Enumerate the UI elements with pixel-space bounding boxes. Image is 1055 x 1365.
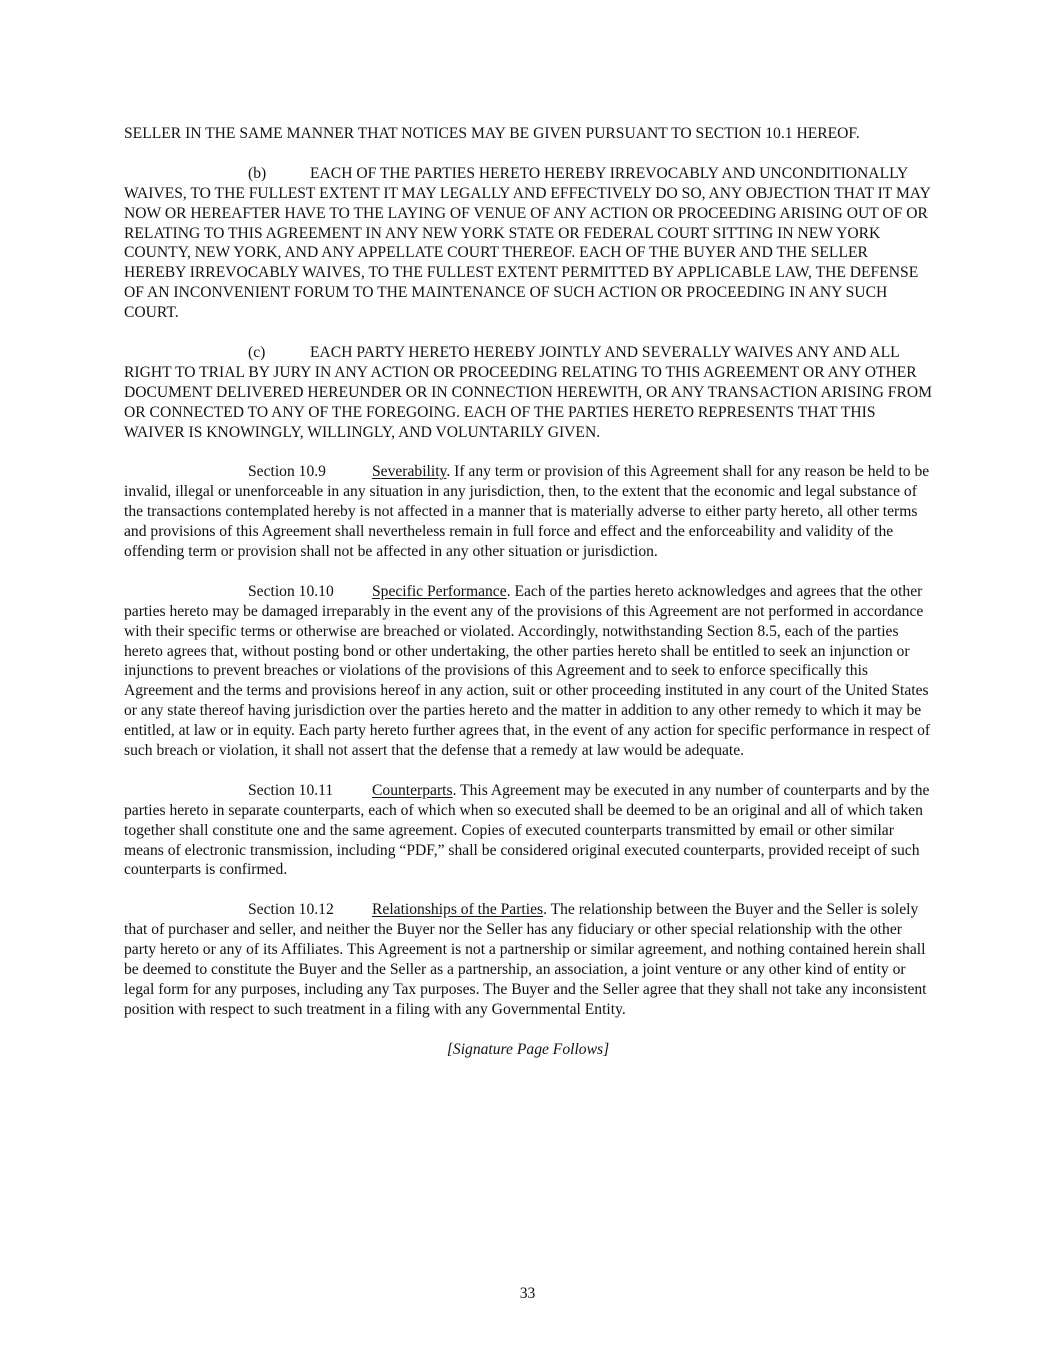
clause-c-paragraph <box>124 343 932 443</box>
intro-text: SELLER IN THE SAME MANNER THAT NOTICES MAY BE GIVEN PURSUANT TO SECTION 10.1 HEREOF. <box>124 125 860 142</box>
section-10-11-paragraph <box>124 781 932 881</box>
section-10-9-number: Section 10.9 <box>248 463 326 481</box>
section-10-10-text: . Each of the parties hereto acknowledges and agrees that the other parties hereto may be damaged irreparably in the event any of the provisions of this Agreement are not performed in accordance with their specific terms or otherwise are breached or violated. Accordingly, notwithstanding Section 8.5, each of the parties hereto agrees that, without posting bond or other undertaking, the other parties hereto shall be entitled to seek an injunction or injunctions to prevent breaches or violations of the provisions of this Agreement and to seek to enforce specifically this Agreement and the terms and provisions hereof in any action, suit or other proceeding instituted in any court of the United States or any state thereof having jurisdiction over the parties hereto and the matter in addition to any other remedy to which it may be entitled, at law or in equity. Each party hereto further agrees that, in the event of any action for specific performance in respect of such breach or violation, it shall not assert that the defense that a remedy at law would be adequate. <box>124 582 931 760</box>
section-10-12-number: Section 10.12 <box>248 901 334 919</box>
section-10-9-paragraph <box>124 462 932 562</box>
section-10-11-text: . This Agreement may be executed in any number of counterparts and by the parties hereto in separate counterparts, each of which when so executed shall be deemed to be an original and all of which taken together shall constitute one and the same agreement. Copies of executed counterparts transmitted by email or other similar means of electronic transmission, including “PDF,” shall be considered original executed counterparts, provided receipt of such counterparts is confirmed. <box>124 781 930 879</box>
section-10-12-text: . The relationship between the Buyer and the Seller is solely that of purchaser and seller, and neither the Buyer nor the Seller has any fiduciary or other special relationship with the other party hereto or any of its Affiliates. This Agreement is not a partnership or similar agreement, and nothing contained herein shall be deemed to constitute the Buyer and the Seller as a partnership, an association, a joint venture or any other kind of entity or legal form for any purposes, including any Tax purposes. The Buyer and the Seller agree that they shall not take any inconsistent position with respect to such treatment in a filing with any Governmental Entity. <box>124 901 927 1018</box>
section-10-10-lead <box>124 582 372 602</box>
clause-b-label: (b) <box>248 164 267 182</box>
section-10-12-lead <box>124 900 372 920</box>
clause-b-lead <box>124 164 310 184</box>
clause-c-lead <box>124 343 310 363</box>
section-10-11-lead <box>124 781 372 801</box>
clause-c-text: EACH PARTY HERETO HEREBY JOINTLY AND SEVERALLY WAIVES ANY AND ALL RIGHT TO TRIAL BY JURY IN ANY ACTION OR PROCEEDING RELATING TO THIS AGREEMENT OR ANY OTHER DOCUMENT DELIVERED HEREUNDER OR IN CONNECTION HEREWITH, OR ANY TRANSACTION ARISING FROM OR CONNECTED TO ANY OF THE FOREGOING. EACH OF THE PARTIES HERETO REPRESENTS THAT THIS WAIVER IS KNOWINGLY, WILLINGLY, AND VOLUNTARILY GIVEN. <box>124 343 932 441</box>
signature-page-note: [Signature Page Follows] <box>446 1040 610 1058</box>
section-10-12-paragraph <box>124 900 932 1019</box>
section-10-10-number: Section 10.10 <box>248 582 334 600</box>
page-number: 33 <box>519 1285 536 1302</box>
clause-c-label: (c) <box>248 343 266 361</box>
section-10-10-heading: Specific Performance <box>372 582 507 600</box>
section-10-12-heading: Relationships of the Parties <box>372 901 544 919</box>
section-10-9-text: . If any term or provision of this Agreement shall for any reason be held to be invalid, illegal or unenforceable in any situation in any jurisdiction, then, to the extent that the economic and legal substance of the transactions contemplated hereby is not affected in a manner that is materially adverse to either party hereto, all other terms and provisions of this Agreement shall nevertheless remain in full force and effect and the enforceability and validity of the offending term or provision shall not be affected in any other situation or jurisdiction. <box>124 463 930 560</box>
intro-paragraph <box>124 124 932 144</box>
document-page <box>124 124 932 1059</box>
section-10-9-lead <box>124 462 372 482</box>
clause-b-text: EACH OF THE PARTIES HERETO HEREBY IRREVOCABLY AND UNCONDITIONALLY WAIVES, TO THE FULLEST EXTENT IT MAY LEGALLY AND EFFECTIVELY DO SO, ANY OBJECTION THAT IT MAY NOW OR HEREAFTER HAVE TO THE LAYING OF VENUE OF ANY ACTION OR PROCEEDING ARISING OUT OF OR RELATING TO THIS AGREEMENT IN ANY NEW YORK STATE OR FEDERAL COURT SITTING IN NEW YORK COUNTY, NEW YORK, AND ANY APPELLATE COURT THEREOF. EACH OF THE BUYER AND THE SELLER HEREBY IRREVOCABLY WAIVES, TO THE FULLEST EXTENT PERMITTED BY APPLICABLE LAW, THE DEFENSE OF AN INCONVENIENT FORUM TO THE MAINTENANCE OF SUCH ACTION OR PROCEEDING IN ANY SUCH COURT. <box>124 164 931 322</box>
section-10-11-number: Section 10.11 <box>248 781 334 799</box>
section-10-9-heading: Severability <box>372 463 447 481</box>
section-10-11-heading: Counterparts <box>372 781 453 799</box>
section-10-10-paragraph <box>124 582 932 761</box>
clause-b-paragraph <box>124 164 932 323</box>
